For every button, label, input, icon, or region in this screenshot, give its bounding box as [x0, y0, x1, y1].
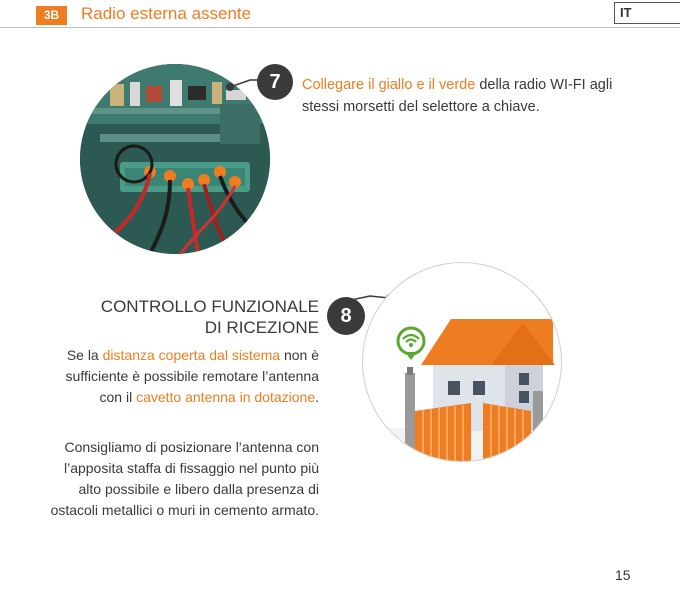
- header-divider: [0, 27, 680, 28]
- house-gate-illustration: [362, 262, 562, 462]
- step8-paragraph-2: Consigliamo di posizionare l’antenna con l’apposita staffa di fissaggio nel punto più alto possibile e libero dalla presenza di ostacoli metallici o muri in cemento armato.: [50, 439, 319, 518]
- page-number: 15: [615, 567, 631, 583]
- p1-text-a: Se la: [66, 347, 103, 363]
- house-gate-drawing: [363, 263, 562, 462]
- step7-text-rest: della radio WI-FI agli stessi morsetti del selettore a chiave.: [302, 77, 613, 115]
- step8-paragraph-1: [49, 345, 319, 408]
- section-title: Radio esterna assente: [81, 4, 252, 23]
- step8-heading-line1: CONTROLLO FUNZIONALE: [100, 297, 319, 316]
- step-7-badge: 7: [257, 64, 293, 100]
- step8-heading: [59, 296, 319, 338]
- p1-text-c: .: [315, 389, 319, 405]
- section-badge: 3B: [36, 6, 67, 25]
- p1-highlight-cable: cavetto antenna in dotazione: [136, 389, 316, 405]
- step-8-badge: 8: [327, 297, 365, 335]
- step7-instruction: [302, 74, 632, 118]
- p1-text-b: non è sufficiente è possibile remotare l’antenna con il: [65, 347, 319, 405]
- wifi-icon: [397, 297, 425, 360]
- step7-highlight: Collegare il giallo e il verde: [302, 77, 476, 93]
- p1-highlight-distance: distanza coperta dal sistema: [102, 347, 281, 363]
- language-tab: IT: [614, 2, 680, 24]
- step8-heading-line2: DI RICEZIONE: [204, 318, 319, 337]
